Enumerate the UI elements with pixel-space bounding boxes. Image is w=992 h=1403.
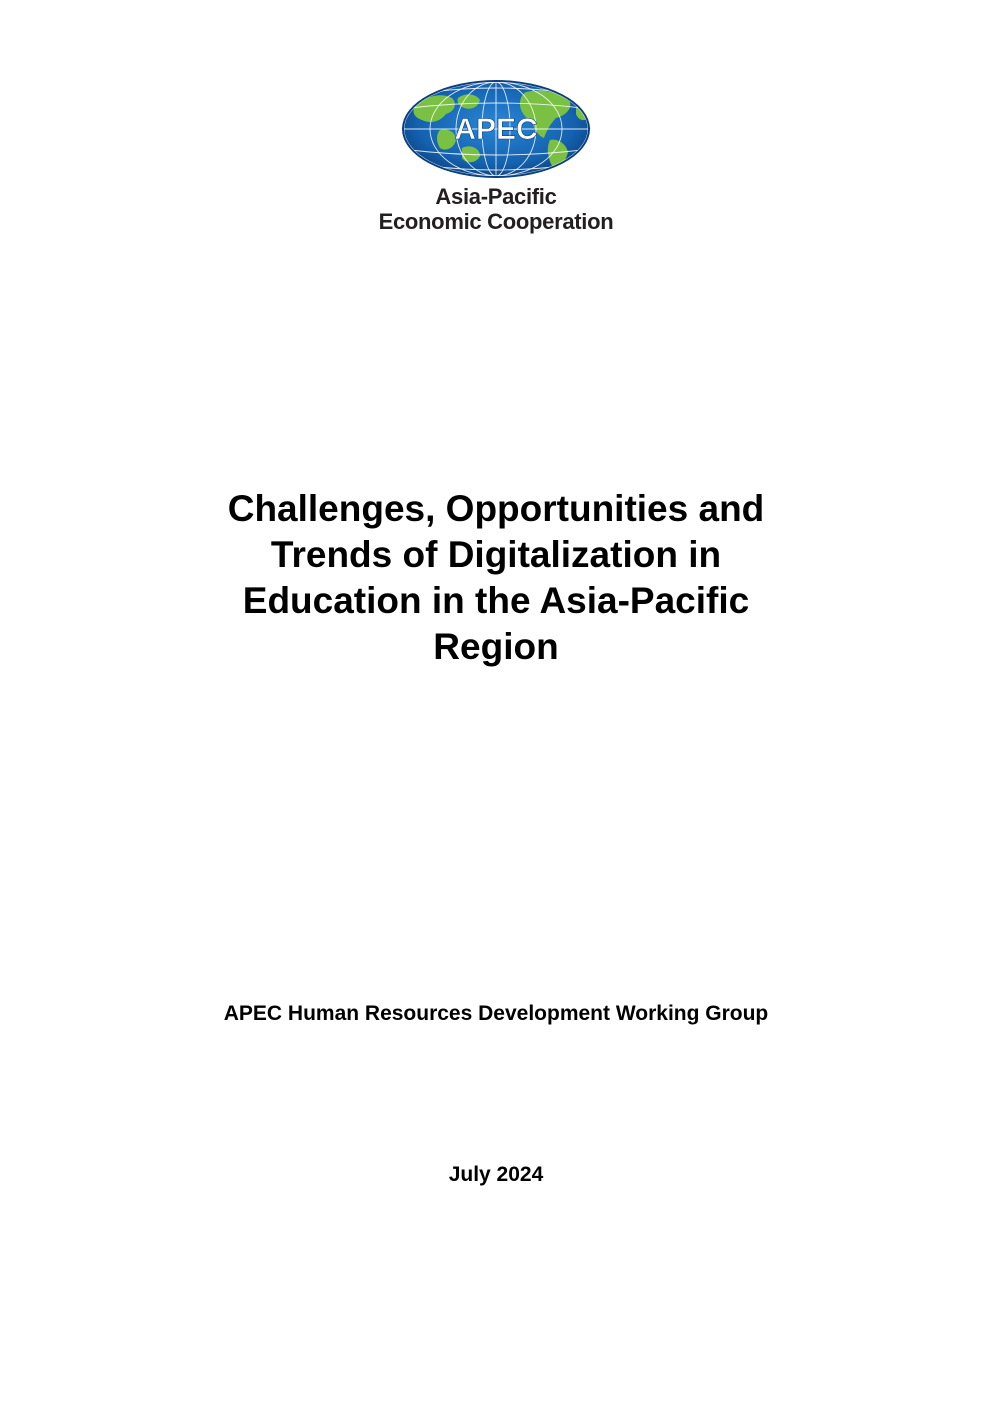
apec-wordmark: APEC bbox=[454, 113, 538, 146]
organization-name bbox=[300, 184, 692, 234]
apec-logo bbox=[400, 78, 592, 180]
organization-name-line-2: Economic Cooperation bbox=[378, 209, 614, 234]
organization-name-line-1: Asia-Pacific bbox=[435, 184, 557, 209]
working-group: APEC Human Resources Development Working Group bbox=[223, 1002, 769, 1025]
publication-date: July 2024 bbox=[448, 1163, 544, 1186]
document-title: Challenges, Opportunities and Trends of Digitalization in Education in the Asia-Pacific Region bbox=[227, 488, 765, 667]
apec-globe-icon bbox=[400, 78, 592, 180]
